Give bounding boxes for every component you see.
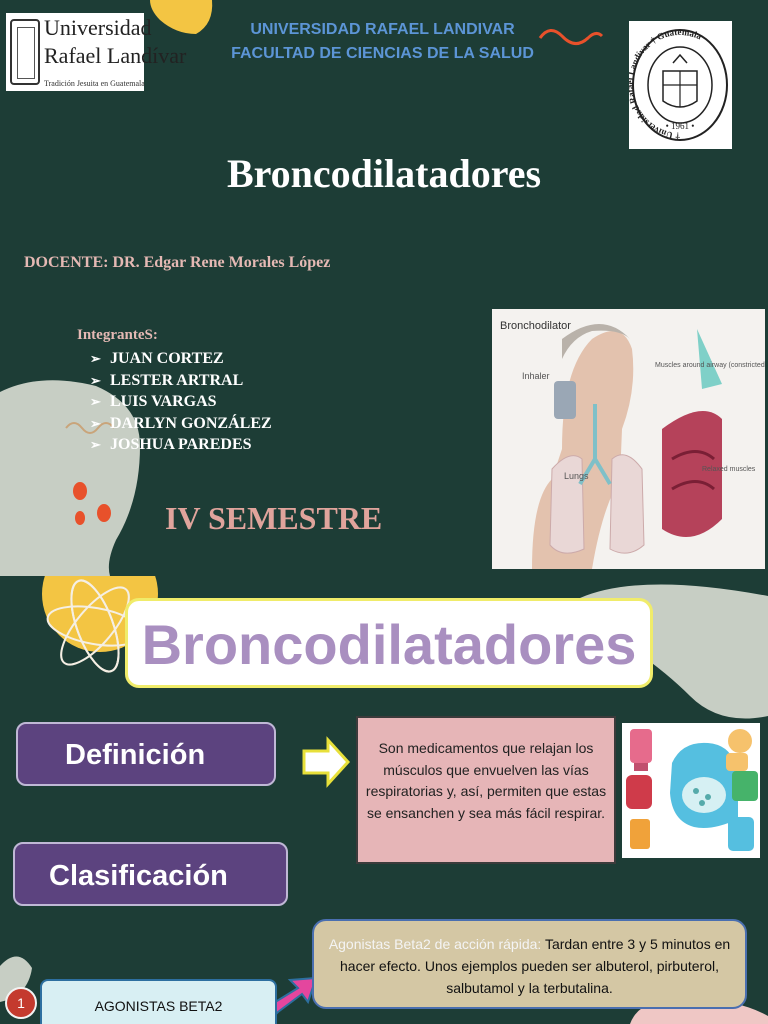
clasificacion-label: Clasificación bbox=[49, 860, 228, 892]
beta2-label: AGONISTAS BETA2 bbox=[94, 998, 223, 1014]
illustration-label-lungs: Lungs bbox=[564, 471, 589, 481]
inhaler-icon bbox=[622, 723, 760, 858]
list-item bbox=[90, 348, 272, 370]
member-name: LESTER ARTRAL bbox=[110, 371, 244, 389]
page-title: Broncodilatadores bbox=[226, 151, 542, 196]
teacher-line: DOCENTE: DR. Edgar Rene Morales López bbox=[24, 254, 331, 271]
semester-label: IV SEMESTRE bbox=[165, 500, 383, 536]
seal-year: • 1961 • bbox=[665, 121, 695, 131]
agonists-description: Tardan entre 3 y 5 minutos en hacer efecto. Unos ejemplos pueden ser albuterol, pirbuterol, salbutamol y la terbutalina. bbox=[340, 936, 731, 996]
member-name: JOSHUA PAREDES bbox=[110, 436, 252, 453]
orange-dot-shape bbox=[75, 511, 85, 525]
arrow-bullet-icon: ➢ bbox=[90, 415, 101, 431]
university-seal-right bbox=[629, 21, 732, 149]
arrow-bullet-icon: ➢ bbox=[90, 351, 101, 366]
logo-tagline: Tradición Jesuita en Guatemala bbox=[44, 79, 145, 88]
member-name: JUAN CORTEZ bbox=[110, 350, 224, 367]
faculty-name: FACULTAD DE CIENCIAS DE LA SALUD bbox=[231, 45, 534, 62]
illustration-title: Bronchodilator bbox=[500, 320, 571, 332]
members-list bbox=[90, 348, 272, 456]
step-number-badge: 1 bbox=[5, 987, 37, 1019]
slide-title: Broncodilatadores bbox=[141, 613, 637, 676]
definicion-button[interactable] bbox=[16, 722, 276, 786]
member-name: DARLYN GONZÁLEZ bbox=[110, 414, 272, 432]
list-item bbox=[90, 413, 272, 435]
seal-ring-text: † Universidad ndívar † Guatemala bbox=[629, 26, 704, 142]
list-item bbox=[90, 370, 272, 392]
clasificacion-button[interactable] bbox=[13, 842, 288, 906]
crest-icon bbox=[10, 19, 40, 85]
members-label: IntegranteS: bbox=[77, 327, 158, 343]
orange-dot-shape bbox=[73, 482, 87, 500]
illustration-label-inhaler: Inhaler bbox=[522, 371, 550, 381]
seal-icon bbox=[629, 21, 732, 149]
list-item bbox=[90, 434, 272, 456]
definition-text: Son medicamentos que relajan los músculos que envuelven las vías respiratorias y, así, permiten que estas se ensanchen y sea más fácil respirar. bbox=[365, 740, 607, 821]
bronchodilator-illustration bbox=[492, 309, 765, 569]
logo-name-line1: Universidad bbox=[44, 15, 152, 40]
arrow-bullet-icon: ➢ bbox=[90, 394, 101, 409]
university-logo-left bbox=[6, 13, 187, 91]
agonists-lead: Agonistas Beta2 de acción rápida: bbox=[328, 936, 542, 952]
university-heading bbox=[200, 18, 565, 66]
right-arrow-icon bbox=[304, 740, 348, 784]
university-name: UNIVERSIDAD RAFAEL LANDIVAR bbox=[250, 21, 515, 38]
logo-name-line2: Rafael Landívar bbox=[44, 43, 187, 68]
arrow-bullet-icon: ➢ bbox=[90, 437, 101, 452]
illustration-label-relaxed: Relaxed muscles bbox=[702, 466, 756, 473]
agonists-text bbox=[322, 933, 737, 999]
member-name: LUIS VARGAS bbox=[110, 393, 217, 410]
definicion-label: Definición bbox=[65, 739, 206, 771]
orange-dot-shape bbox=[97, 504, 111, 522]
inhaler-clipart bbox=[622, 723, 760, 858]
definition-slide bbox=[0, 576, 768, 1024]
list-item bbox=[90, 391, 272, 413]
inhaler-person-image bbox=[492, 309, 765, 569]
arrow-bullet-icon: ➢ bbox=[90, 372, 101, 388]
illustration-label-muscles: Muscles around airway (constricted) bbox=[655, 362, 765, 369]
